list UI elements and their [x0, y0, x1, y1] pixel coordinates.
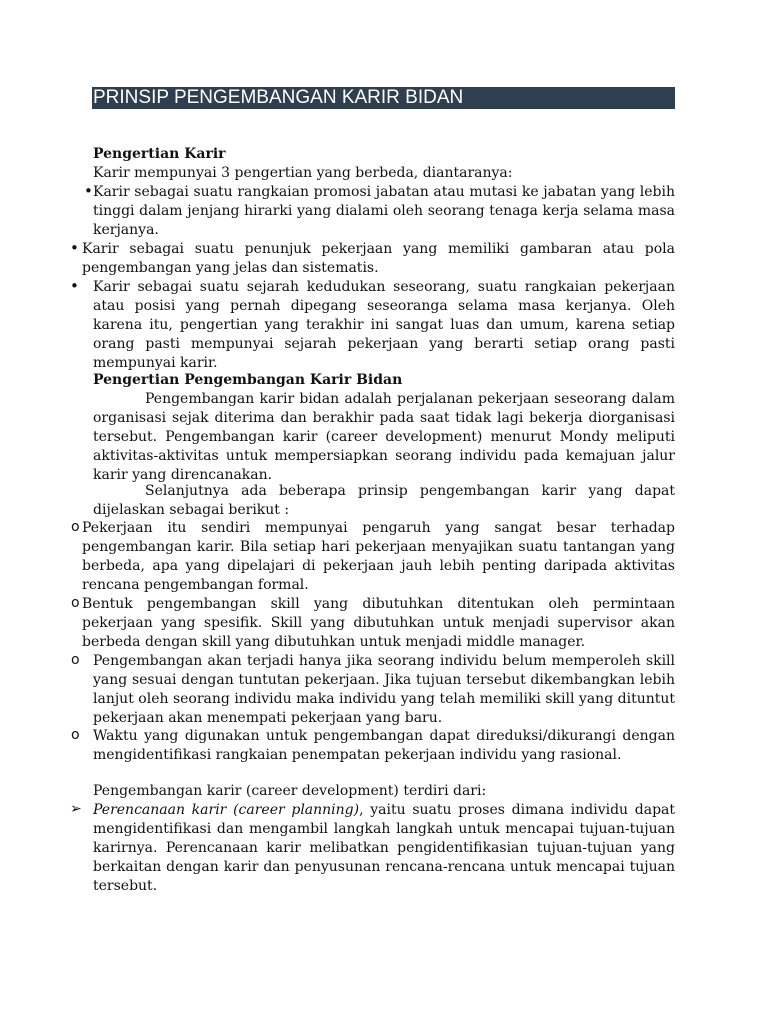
- page-title: PRINSIP PENGEMBANGAN KARIR BIDAN: [92, 87, 675, 109]
- section-intro: Karir mempunyai 3 pengertian yang berbeda, diantaranya:: [93, 165, 513, 181]
- paragraph: Selanjutnya ada beberapa prinsip pengembangan karir yang dapat dijelaskan sebagai berikut :: [93, 483, 675, 518]
- term-description: , yaitu suatu proses dimana individu dapat mengidentifikasi dan mengambil langkah langkah untuk mencapai tujuan-tujuan karirnya. Perencanaan karir melibatkan pengidentifikasian tujuan-tujuan yang berkaitan dengan karir dan penyusunan rencana-rencana untuk mencapai tujuan tersebut.: [93, 802, 676, 894]
- list-item: [93, 801, 675, 896]
- bullet-marker: o: [71, 652, 80, 668]
- section-heading-pengertian-karir: Pengertian Karir: [93, 146, 226, 162]
- bullet-marker: •: [84, 182, 93, 200]
- term-career-planning: Perencanaan karir (career planning): [93, 802, 360, 818]
- bullet-marker: o: [71, 595, 80, 611]
- paragraph: Pengembangan karir bidan adalah perjalanan pekerjaan seseorang dalam organisasi sejak diterima dan berakhir pada saat tidak lagi bekerja diorganisasi tersebut. Pengembangan karir (career development) menurut Mondy meliputi aktivitas-aktivitas untuk mempersiapkan seorang individu pada kemajuan jalur karir yang direncanakan.: [93, 391, 675, 483]
- bullet-marker: •: [70, 277, 79, 295]
- list-item: Karir sebagai suatu penunjuk pekerjaan yang memiliki gambaran atau pola pengembangan yang jelas dan sistematis.: [82, 241, 675, 276]
- list-item: Bentuk pengembangan skill yang dibutuhkan ditentukan oleh permintaan pekerjaan yang spesifik. Skill yang dibutuhkan untuk menjadi supervisor akan berbeda dengan skill yang dibutuhkan untuk menjadi middle manager.: [82, 596, 675, 650]
- bullet-marker: •: [70, 239, 79, 257]
- list-item: Waktu yang digunakan untuk pengembangan dapat direduksi/dikurangi dengan mengidentifikasi rangkaian penempatan pekerjaan individu yang rasional.: [93, 728, 675, 763]
- section-heading-pengembangan-karir-bidan: Pengertian Pengembangan Karir Bidan: [93, 372, 403, 388]
- list-item: Karir sebagai suatu rangkaian promosi jabatan atau mutasi ke jabatan yang lebih tinggi dalam jenjang hirarki yang dialami oleh seorang tenaga kerja selama masa kerjanya.: [93, 184, 675, 238]
- arrow-bullet-icon: ➢: [70, 801, 82, 817]
- bullet-marker: o: [71, 519, 80, 535]
- list-item: Karir sebagai suatu sejarah kedudukan seseorang, suatu rangkaian pekerjaan atau posisi yang pernah dipegang seseoranga selama masa kerjanya. Oleh karena itu, pengertian yang terakhir ini sangat luas dan umum, karena setiap orang pasti mempunyai sejarah pekerjaan yang berarti setiap orang pasti mempunyai karir.: [93, 279, 675, 371]
- bullet-marker: o: [71, 727, 80, 743]
- section-intro: Pengembangan karir (career development) terdiri dari:: [93, 783, 487, 799]
- list-item: Pekerjaan itu sendiri mempunyai pengaruh yang sangat besar terhadap pengembangan karir. Bila setiap hari pekerjaan menyajikan suatu tantangan yang berbeda, apa yang dipelajari di pekerjaan jauh lebih penting daripada aktivitas rencana pengembangan formal.: [82, 520, 675, 593]
- list-item: Pengembangan akan terjadi hanya jika seorang individu belum memperoleh skill yang sesuai dengan tuntutan pekerjaan. Jika tujuan tersebut dikembangkan lebih lanjut oleh seorang individu maka individu yang telah memiliki skill yang dituntut pekerjaan akan menempati pekerjaan yang baru.: [93, 653, 675, 726]
